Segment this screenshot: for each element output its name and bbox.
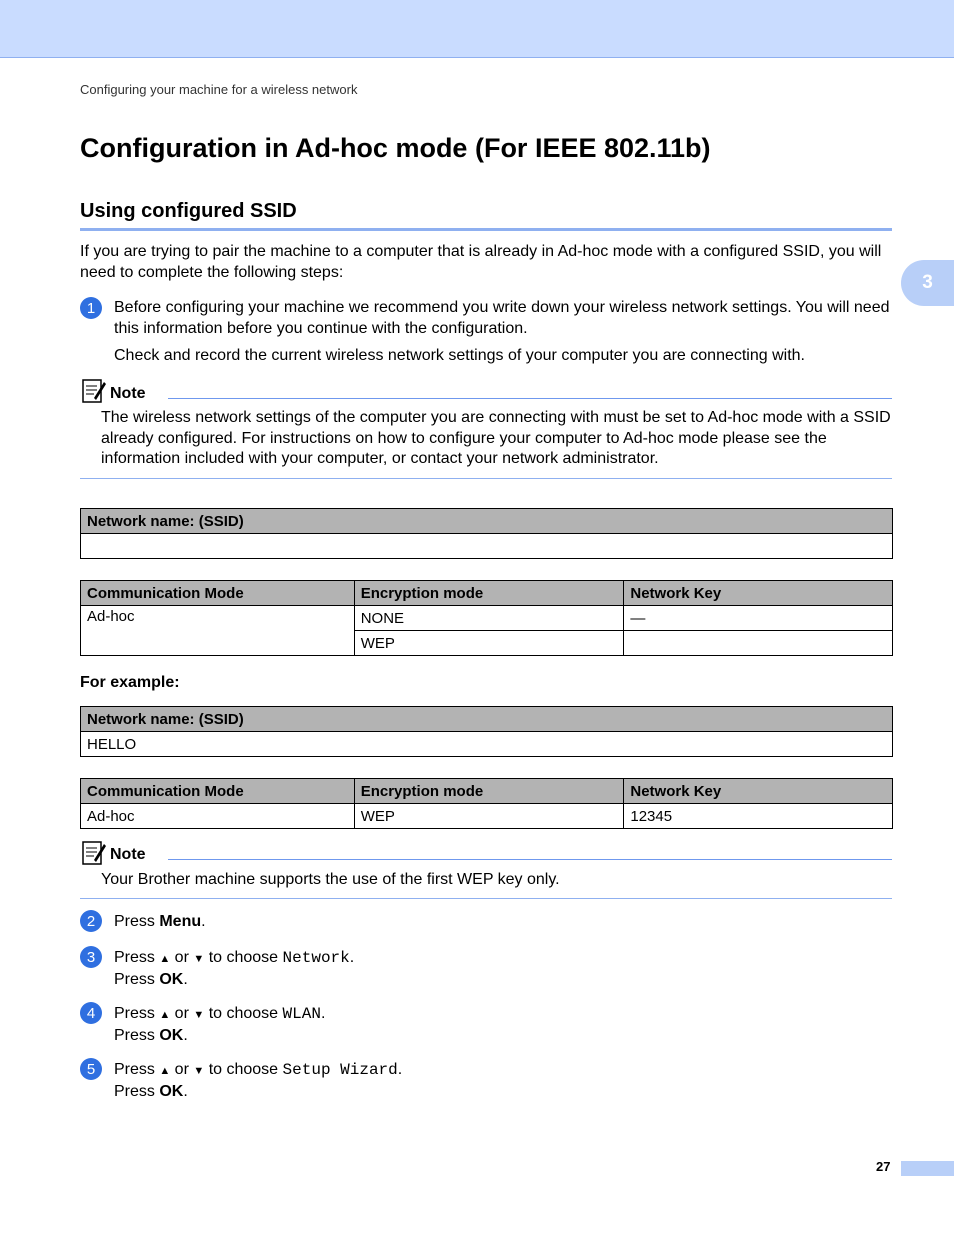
- step-3-text: Press ▲ or ▼ to choose Network. Press OK.: [114, 949, 355, 988]
- table-header-cell: Network Key: [624, 581, 893, 606]
- up-arrow-icon: ▲: [159, 1065, 171, 1077]
- step-2-number: 2: [80, 910, 102, 932]
- key-cell: [624, 631, 893, 656]
- table-row: [81, 804, 893, 829]
- down-arrow-icon: ▼: [193, 1009, 205, 1021]
- table-row: [81, 606, 893, 631]
- menu-item: WLAN: [282, 1005, 321, 1023]
- encryption-cell: WEP: [354, 631, 624, 656]
- note-rule: [168, 859, 892, 860]
- ssid-value: HELLO: [81, 732, 893, 757]
- down-arrow-icon: ▼: [193, 953, 205, 965]
- step-4-text: Press ▲ or ▼ to choose WLAN. Press OK.: [114, 1005, 326, 1044]
- note-rule: [168, 398, 892, 399]
- key-label: OK: [159, 970, 184, 988]
- section-rule: [80, 228, 892, 231]
- key-label: OK: [159, 1026, 184, 1044]
- down-arrow-icon: ▼: [193, 1065, 205, 1077]
- key-cell: —: [624, 606, 893, 631]
- up-arrow-icon: ▲: [159, 1009, 171, 1021]
- note-label: Note: [110, 846, 146, 863]
- table-header-cell: Encryption mode: [354, 779, 624, 804]
- step-5-text: Press ▲ or ▼ to choose Setup Wizard. Press OK.: [114, 1061, 403, 1100]
- example-ssid-table: [80, 706, 893, 757]
- note-icon: [80, 378, 106, 404]
- note-label: Note: [110, 385, 146, 402]
- note-bottom-rule: [80, 898, 892, 899]
- intro-paragraph: If you are trying to pair the machine to a computer that is already in Ad-hoc mode with a configured SSID, you will need to complete the following steps:: [80, 243, 882, 281]
- step-1-subtext: Check and record the current wireless network settings of your computer you are connecting with.: [114, 347, 805, 364]
- page-number-tab: [901, 1161, 954, 1176]
- encryption-cell: NONE: [354, 606, 624, 631]
- step-3-number: 3: [80, 946, 102, 968]
- table-header-cell: Encryption mode: [354, 581, 624, 606]
- menu-item: Network: [282, 949, 350, 967]
- step-4-number: 4: [80, 1002, 102, 1024]
- running-head: Configuring your machine for a wireless network: [80, 82, 358, 97]
- key-cell: 12345: [624, 804, 893, 829]
- step-5-number: 5: [80, 1058, 102, 1080]
- page-header-band: [0, 0, 954, 58]
- example-mode-table: [80, 778, 893, 829]
- example-label: For example:: [80, 674, 180, 691]
- mode-cell: Ad-hoc: [81, 804, 355, 829]
- menu-item: Setup Wizard: [282, 1061, 398, 1079]
- encryption-cell: WEP: [354, 804, 624, 829]
- key-label: OK: [159, 1082, 184, 1100]
- note-bottom-rule: [80, 478, 892, 479]
- page-title: Configuration in Ad-hoc mode (For IEEE 802.11b): [80, 133, 711, 163]
- table-header-cell: Communication Mode: [81, 779, 355, 804]
- ssid-header: Network name: (SSID): [81, 509, 893, 534]
- step-2-text: Press Menu.: [114, 913, 206, 930]
- step-1-text: Before configuring your machine we recommend you write down your wireless network settings. You will need this information before you continue with the configuration.: [114, 299, 890, 337]
- note-text: Your Brother machine supports the use of the first WEP key only.: [101, 871, 560, 888]
- ssid-header: Network name: (SSID): [81, 707, 893, 732]
- key-label: Menu: [159, 913, 202, 930]
- note-text: The wireless network settings of the computer you are connecting with must be set to Ad-hoc mode with a SSID already configured. For instructions on how to configure your computer to Ad-hoc mode please see the information included with your computer, or contact your network administrator.: [101, 409, 891, 467]
- step-1-number: 1: [80, 297, 102, 319]
- table-header-cell: Network Key: [624, 779, 893, 804]
- ssid-table: [80, 508, 893, 559]
- ssid-value: [81, 534, 893, 559]
- note-icon: [80, 840, 106, 866]
- section-title: Using configured SSID: [80, 200, 297, 222]
- table-header-cell: Communication Mode: [81, 581, 355, 606]
- mode-table: [80, 580, 893, 656]
- page-number: 27: [876, 1159, 891, 1174]
- mode-cell: Ad-hoc: [81, 606, 355, 656]
- up-arrow-icon: ▲: [159, 953, 171, 965]
- chapter-tab: 3: [901, 260, 954, 306]
